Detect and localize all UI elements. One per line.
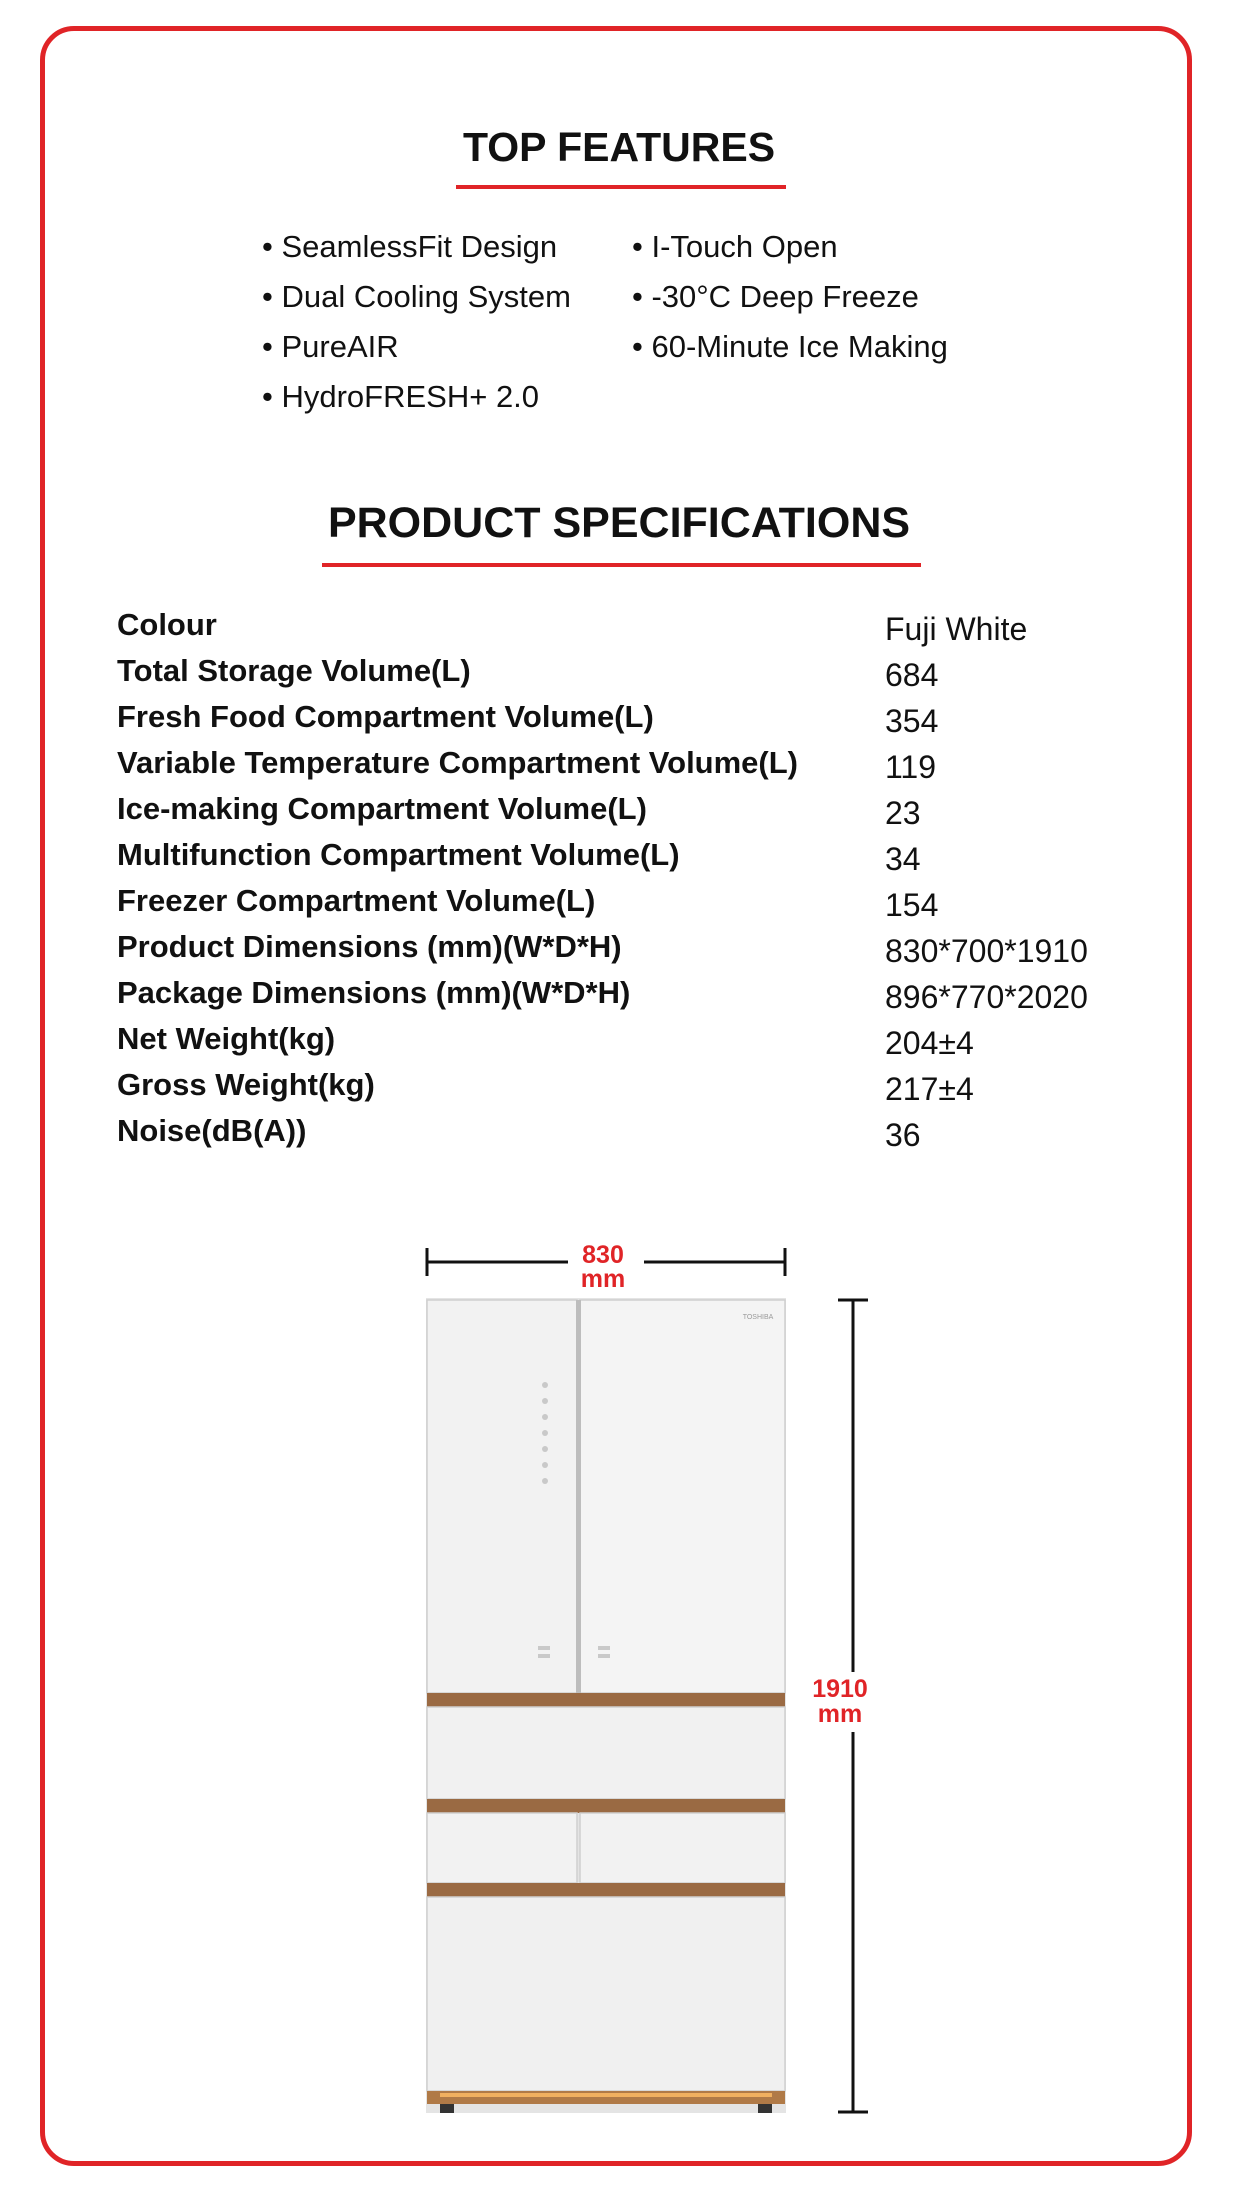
bottom-wood-trim [427, 2091, 785, 2104]
spec-label: Variable Temperature Compartment Volume(L) [117, 745, 799, 780]
feature-item: • PureAIR [262, 322, 571, 372]
width-unit-label: mm [580, 1265, 626, 1293]
wood-trim [427, 1693, 785, 1707]
spec-row [117, 695, 1117, 741]
spec-label: Noise(dB(A)) [117, 1113, 307, 1148]
refrigerator-dimension-diagram [0, 1220, 1238, 2140]
spec-value: 204±4 [885, 1025, 974, 1061]
spec-label: Net Weight(kg) [117, 1021, 336, 1056]
top-features-title: TOP FEATURES [462, 124, 776, 170]
spec-row [117, 1017, 1117, 1063]
feature-item: • SeamlessFit Design [262, 222, 571, 272]
spec-value: 217±4 [885, 1071, 974, 1107]
feature-item: • Dual Cooling System [262, 272, 571, 322]
freezer-drawer [427, 1897, 785, 2091]
spec-value: 154 [885, 887, 939, 923]
top-features-underline [456, 185, 786, 189]
spec-row [117, 833, 1117, 879]
spec-row [117, 649, 1117, 695]
spec-label: Gross Weight(kg) [117, 1067, 375, 1102]
brand-logo: TOSHIBA [742, 1314, 774, 1321]
wood-trim [427, 1799, 785, 1813]
multifunction-drawer [580, 1813, 785, 1883]
specifications-table [117, 603, 1117, 1155]
left-door [427, 1300, 577, 1693]
foot [440, 2104, 454, 2113]
spec-value: Fuji White [885, 611, 1028, 647]
spec-row [117, 741, 1117, 787]
height-value-label: 1910 [812, 1675, 868, 1703]
spec-label: Colour [117, 607, 217, 642]
ice-making-drawer [427, 1813, 577, 1883]
spec-label: Multifunction Compartment Volume(L) [117, 837, 680, 872]
wood-trim [427, 1883, 785, 1897]
spec-label: Total Storage Volume(L) [117, 653, 471, 688]
spec-row [117, 1109, 1117, 1155]
spec-label: Freezer Compartment Volume(L) [117, 883, 596, 918]
spec-value: 36 [885, 1117, 921, 1153]
foot [758, 2104, 772, 2113]
feature-item: • I-Touch Open [632, 222, 948, 272]
spec-label: Product Dimensions (mm)(W*D*H) [117, 929, 622, 964]
refrigerator-illustration [426, 1298, 786, 2113]
feature-item: • HydroFRESH+ 2.0 [262, 372, 571, 422]
spec-row [117, 787, 1117, 833]
height-unit-label: mm [817, 1700, 863, 1728]
spec-value: 119 [885, 749, 937, 785]
spec-label: Ice-making Compartment Volume(L) [117, 791, 647, 826]
feature-item: • 60-Minute Ice Making [632, 322, 948, 372]
spec-value: 830*700*1910 [885, 933, 1088, 969]
feature-item: • -30°C Deep Freeze [632, 272, 948, 322]
specifications-title: PRODUCT SPECIFICATIONS [327, 499, 911, 547]
spec-value: 354 [885, 703, 939, 739]
spec-row [117, 1063, 1117, 1109]
features-column-2 [632, 222, 948, 372]
right-door [580, 1300, 785, 1693]
features-column-1 [262, 222, 571, 422]
spec-label: Package Dimensions (mm)(W*D*H) [117, 975, 631, 1010]
spec-label: Fresh Food Compartment Volume(L) [117, 699, 654, 734]
spec-row [117, 879, 1117, 925]
specifications-underline [322, 563, 921, 567]
spec-value: 34 [885, 841, 921, 877]
spec-value: 896*770*2020 [885, 979, 1088, 1015]
variable-temperature-drawer [427, 1707, 785, 1799]
spec-row [117, 925, 1117, 971]
spec-row [117, 971, 1117, 1017]
spec-value: 23 [885, 795, 921, 831]
spec-value: 684 [885, 657, 939, 693]
width-value-label: 830 [582, 1241, 624, 1269]
spec-row [117, 603, 1117, 649]
